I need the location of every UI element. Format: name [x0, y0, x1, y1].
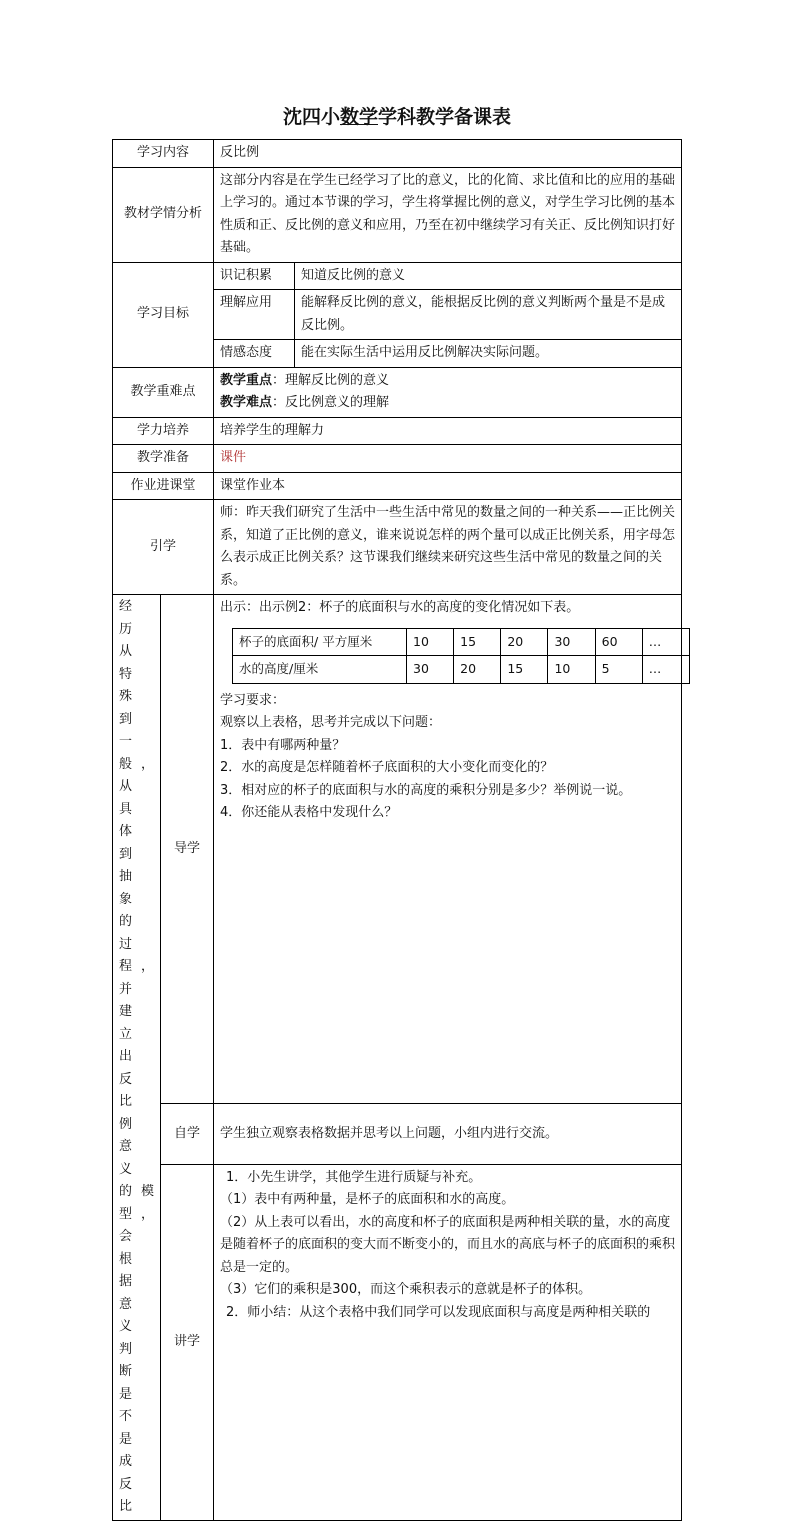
side-note-line: 是 成 [119, 1431, 146, 1469]
lecture-line: （3）它们的乘积是300，而这个乘积表示的意就是杯子的体积。 [220, 1282, 592, 1298]
row-analysis [113, 167, 682, 262]
example-data-table [232, 628, 690, 684]
data-cell: 30 [407, 656, 454, 684]
side-note-line: 从 特 [119, 644, 146, 682]
data-cell: 60 [595, 628, 642, 656]
value-content: 反比例 [214, 140, 682, 168]
data-row-head: 水的高度/厘米 [233, 656, 407, 684]
data-cell: 30 [548, 628, 595, 656]
side-note-line: 的 过 [119, 914, 146, 952]
data-row-head: 杯子的底面积/ 平方厘米 [233, 628, 407, 656]
side-note-line: 是 不 [119, 1386, 146, 1424]
side-note-line: 根 据 [119, 1251, 146, 1289]
goal-text: 能解释反比例的意义，能根据反比例的意义判断两个量是不是成反比例。 [295, 290, 682, 340]
label-lecture: 讲学 [161, 1164, 214, 1520]
row-prep [113, 445, 682, 473]
focus-label: 教学重点 [220, 372, 273, 388]
label-key: 教学重难点 [113, 367, 214, 417]
title-prefix: 沈四小 [282, 106, 340, 128]
data-cell: 15 [501, 656, 548, 684]
row-key-points [113, 367, 682, 417]
row-ability [113, 417, 682, 445]
goal-text: 知道反比例的意义 [295, 262, 682, 290]
row-lecture [113, 1164, 682, 1520]
value-ability: 培养学生的理解力 [214, 417, 682, 445]
goal-name: 识记积累 [214, 262, 295, 290]
value-lecture [214, 1164, 682, 1520]
label-guide: 导学 [161, 595, 214, 1104]
question-item: 4．你还能从表格中发现什么？ [220, 805, 398, 820]
side-note-line: 意 义 [119, 1296, 146, 1334]
side-note-line: 比 例 [119, 1094, 146, 1132]
row-guide [113, 595, 682, 1104]
side-note-line: 经 历 [119, 599, 146, 637]
data-cell: 10 [407, 628, 454, 656]
lecture-line: 1．小先生讲学，其他学生进行质疑与补充。 [226, 1169, 482, 1185]
row-content [113, 140, 682, 168]
data-cell: 15 [454, 628, 501, 656]
side-note-line: 的 模 [119, 1184, 154, 1199]
label-prep: 教学准备 [113, 445, 214, 473]
value-guide [214, 595, 682, 1104]
title-subject: 数学 [339, 106, 378, 128]
requirements-title: 学习要求： [220, 692, 286, 708]
label-goals: 学习目标 [113, 262, 214, 367]
title-suffix: 学科教学备课表 [378, 106, 512, 128]
value-intro: 师：昨天我们研究了生活中一些生活中常见的数量之间的一种关系——正比例关系，知道了正比例的意义，谁来说说怎样的两个量可以成正比例关系，用字母怎么表示成正比例关系？这节课我们继续来研究这些生活中常见的数量之间的关系。 [214, 500, 682, 595]
side-note-line: 判 断 [119, 1341, 146, 1379]
side-note-line: 建 立 [119, 1004, 146, 1042]
value-analysis: 这部分内容是在学生已经学习了比的意义，比的化简、求比值和比的应用的基础上学习的。通过本节课的学习，学生将掌握比例的意义，对学生学习比例的基本性质和正、反比例的意义和应用，乃至在初中继续学习有关正、反比例知识打好基础。 [214, 167, 682, 262]
side-note-line: 抽 象 [119, 869, 146, 907]
label-intro: 引学 [113, 500, 214, 595]
data-cell: 20 [501, 628, 548, 656]
side-note-line: 从 具 [119, 779, 146, 817]
data-row-area [233, 628, 690, 656]
data-cell: … [642, 628, 689, 656]
row-homework [113, 472, 682, 500]
value-homework: 课堂作业本 [214, 472, 682, 500]
difficult-text: ：反比例意义的理解 [272, 395, 390, 410]
row-self [113, 1104, 682, 1164]
goal-name: 情感态度 [214, 340, 295, 368]
row-intro [113, 500, 682, 595]
page-title [0, 103, 794, 131]
side-note-line: 一般， [119, 734, 154, 772]
lesson-plan-table [112, 139, 682, 1521]
side-note-line: 出 反 [119, 1049, 146, 1087]
focus-text: ：理解反比例的意义 [272, 372, 390, 388]
data-cell: … [642, 656, 689, 684]
side-note-line: 型，会 [119, 1206, 154, 1244]
side-note-line: 意 义 [119, 1139, 146, 1177]
value-key [214, 367, 682, 417]
row-goal-1 [113, 262, 682, 290]
side-note-line: 程，并 [119, 959, 154, 997]
side-note-line: 反 比 [119, 1476, 146, 1514]
label-ability: 学力培养 [113, 417, 214, 445]
value-self: 学生独立观察表格数据并思考以上问题，小组内进行交流。 [214, 1104, 682, 1164]
side-note-line: 殊 到 [119, 689, 146, 727]
lecture-line: （2）从上表可以看出，水的高度和杯子的底面积是两种相关联的量，水的高度是随着杯子的底面积的变大而不断变小的，而且水的高底与杯子的底面积的乘积总是一定的。 [220, 1214, 676, 1275]
guide-show: 出示：出示例2：杯子的底面积与水的高度的变化情况如下表。 [220, 600, 580, 615]
side-note-line: 体 到 [119, 824, 146, 862]
data-row-height [233, 656, 690, 684]
lecture-line: 2．师小结：从这个表格中我们同学可以发现底面积与高度是两种相关联的 [226, 1304, 651, 1320]
data-cell: 20 [454, 656, 501, 684]
data-cell: 5 [595, 656, 642, 684]
requirements-intro: 观察以上表格，思考并完成以下问题： [220, 715, 442, 730]
data-cell: 10 [548, 656, 595, 684]
side-note [113, 595, 161, 1521]
label-analysis: 教材学情分析 [113, 167, 214, 262]
goal-text: 能在实际生活中运用反比例解决实际问题。 [295, 340, 682, 368]
label-homework: 作业进课堂 [113, 472, 214, 500]
label-content: 学习内容 [113, 140, 214, 168]
question-item: 1．表中有哪两种量？ [220, 737, 346, 753]
value-prep: 课件 [214, 445, 682, 473]
lecture-line: （1）表中有两种量，是杯子的底面积和水的高度。 [220, 1192, 515, 1208]
question-item: 3．相对应的杯子的底面积与水的高度的乘积分别是多少？举例说一说。 [220, 782, 632, 798]
question-item: 2．水的高度是怎样随着杯子底面积的大小变化而变化的？ [220, 760, 554, 775]
label-self: 自学 [161, 1104, 214, 1164]
goal-name: 理解应用 [214, 290, 295, 340]
difficult-label: 教学难点 [220, 395, 273, 410]
